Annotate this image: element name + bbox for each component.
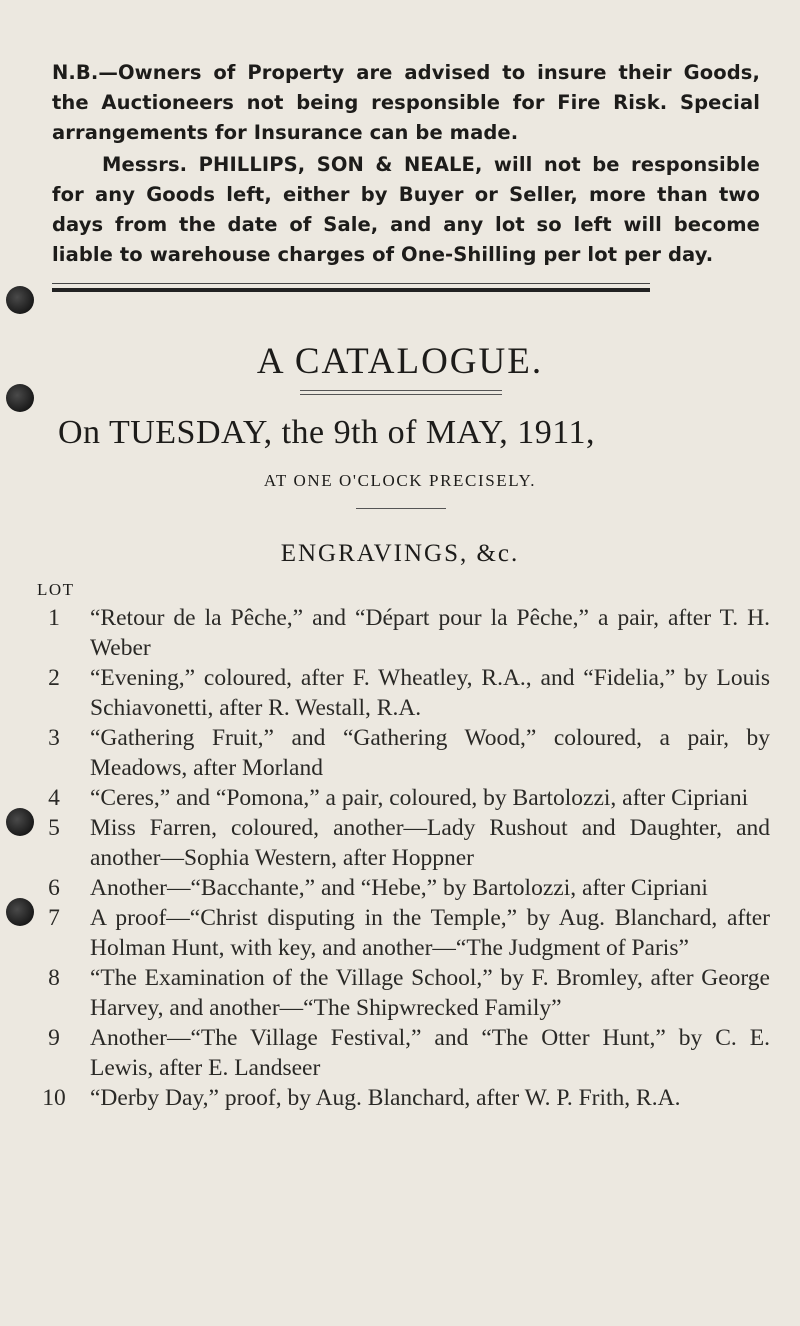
sale-time: AT ONE O'CLOCK PRECISELY. [263, 471, 537, 490]
lot-item [0, 603, 800, 663]
divider-thin [52, 283, 650, 284]
lot-description: “Gathering Fruit,” and “Gathering Wood,” coloured, a pair, by Meadows, after Morland [90, 725, 770, 781]
lot-item [0, 963, 800, 1023]
lot-number: 1 [48, 605, 60, 631]
binding-hole-mark [6, 384, 34, 412]
lot-list [0, 603, 800, 1113]
lot-description: Another—“The Village Festival,” and “The Otter Hunt,” by C. E. Lewis, after E. Landseer [90, 1025, 770, 1081]
lot-item [0, 1023, 800, 1083]
lot-description: “Evening,” coloured, after F. Wheatley, R.A., and “Fidelia,” by Louis Schiavonetti, after R. Westall, R.A. [90, 665, 770, 721]
insurance-notice [52, 58, 760, 270]
lot-item [0, 663, 800, 723]
lot-description: Miss Farren, coloured, another—Lady Rushout and Daughter, and another—Sophia Western, after Hoppner [90, 815, 770, 871]
lot-number: 8 [48, 965, 60, 991]
lot-number: 4 [48, 785, 60, 811]
lot-number: 7 [48, 905, 60, 931]
lot-number: 6 [48, 875, 60, 901]
binding-hole-mark [6, 286, 34, 314]
lot-number: 2 [48, 665, 60, 691]
catalogue-title: A CATALOGUE. [256, 341, 544, 382]
lot-description: “Ceres,” and “Pomona,” a pair, coloured, by Bartolozzi, after Cipriani [90, 785, 749, 811]
lot-column-header: LOT [37, 580, 75, 599]
notice-fire-risk: N.B.—Owners of Property are advised to insure their Goods, the Auctioneers not being responsible for Fire Risk. Special arrangements for Insurance can be made. [52, 61, 760, 144]
section-divider [356, 508, 446, 509]
notice-warehouse-charges: Messrs. PHILLIPS, SON & NEALE, will not be responsible for any Goods left, either by Buyer or Seller, more than two days from the date of Sale, and any lot so left will become liable to warehouse charges of One-Shilling per lot per day. [52, 153, 760, 266]
lot-description: “Retour de la Pêche,” and “Départ pour la Pêche,” a pair, after T. H. Weber [90, 605, 770, 661]
lot-item [0, 723, 800, 783]
lot-item [0, 813, 800, 873]
lot-number: 3 [48, 725, 60, 751]
sale-date: On TUESDAY, the 9th of MAY, 1911, [58, 414, 595, 451]
lot-number: 10 [42, 1085, 66, 1111]
title-underline [300, 390, 502, 391]
lot-description: “The Examination of the Village School,” by F. Bromley, after George Harvey, and another—“The Shipwrecked Family” [90, 965, 770, 1021]
lot-item [0, 873, 800, 903]
lot-description: A proof—“Christ disputing in the Temple,” by Aug. Blanchard, after Holman Hunt, with key, and another—“The Judgment of Paris” [90, 905, 770, 961]
divider-thick [52, 288, 650, 292]
lot-item [0, 783, 800, 813]
lot-number: 9 [48, 1025, 60, 1051]
title-underline [300, 394, 502, 395]
lot-description: Another—“Bacchante,” and “Hebe,” by Bartolozzi, after Cipriani [90, 875, 708, 901]
lot-item [0, 1083, 800, 1113]
lot-description: “Derby Day,” proof, by Aug. Blanchard, after W. P. Frith, R.A. [90, 1085, 681, 1111]
section-heading: ENGRAVINGS, &c. [280, 540, 520, 567]
lot-item [0, 903, 800, 963]
lot-number: 5 [48, 815, 60, 841]
